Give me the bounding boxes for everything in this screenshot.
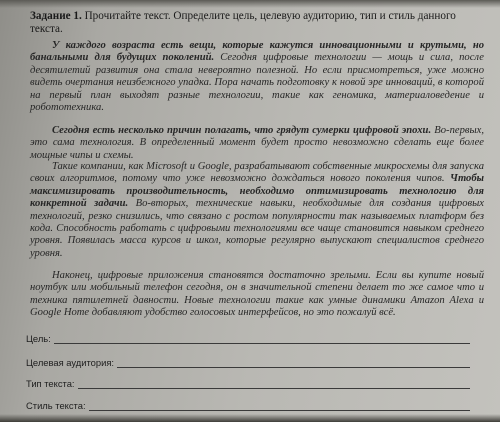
goal-label: Цель: bbox=[26, 333, 51, 344]
audience-label: Целевая аудитория: bbox=[26, 357, 115, 368]
paragraph-3 bbox=[30, 161, 484, 260]
text-style-answer-field[interactable] bbox=[26, 400, 470, 411]
task-instruction: Прочитайте текст. Определите цель, целевую аудиторию, тип и стиль данного текста. bbox=[30, 10, 456, 35]
text-type-label: Тип текста: bbox=[26, 378, 75, 389]
paragraph-3-text-rest: Во-вторых, технические навыки, необходимые для создания цифровых технологий, резко снизились, что связано с ростом популярности так называемых платформ без кода. Способность работать с цифровыми технологиями все чаще становится навыком среднего уровня. Появилась масса курсов и школ, которые регулярно выпускают специалистов среднего уровня. bbox=[30, 198, 484, 259]
paragraph-1-bold: У каждого возраста есть вещи, которые кажутся инновационными и крутыми, но банальными для будущих поколений. bbox=[30, 40, 484, 64]
paragraph-2 bbox=[30, 125, 484, 162]
text-type-answer-line[interactable] bbox=[78, 380, 470, 389]
page-bottom-shadow bbox=[0, 414, 500, 422]
paragraph-3-bold: Чтобы максимизировать производительность, необходимо оптимизировать технологию для конкретной задачи. bbox=[30, 173, 484, 210]
text-style-answer-line[interactable] bbox=[89, 402, 470, 411]
paragraph-2-bold: Сегодня есть несколько причин полагать, что грядут сумерки цифровой эпохи. bbox=[52, 125, 432, 136]
task-heading bbox=[30, 10, 482, 35]
audience-answer-field[interactable] bbox=[26, 357, 470, 368]
text-style-label: Стиль текста: bbox=[26, 400, 86, 411]
paragraph-4-text: Наконец, цифровые приложения становятся достаточно зрелыми. Если вы купите новый ноутбук или мобильный телефон сегодня, он в значительной степени делает то же самое что и техника пятилетней давности. Новые технологии такие как умные динамики Amazon Alexa и Google Home добавляют удобство голосовых интерфейсов, но это пожалуй всё. bbox=[30, 270, 484, 319]
audience-answer-line[interactable] bbox=[117, 359, 470, 368]
page-top-shadow bbox=[0, 0, 500, 8]
paragraph-3-text-start: Такие компании, как Microsoft и Google, разрабатывают собственные микросхемы для запуска своих алгоритмов, потому что уже невозможно дождаться нового поколения чипов. bbox=[30, 161, 484, 185]
paragraph-1-text: Сегодня цифровые технологии — мощь и сила, после десятилетий развития она стала невероятно полезной. Но если присмотреться, уже можно видеть очертания неизбежного упадка. Пора начать подготовку к новой эре инноваций, в которой на первый план выходят разные технологии, такие как геномика, материаловедение и робототехника. bbox=[30, 52, 484, 114]
task-number: Задание 1. bbox=[30, 10, 82, 22]
text-type-answer-field[interactable] bbox=[26, 378, 470, 389]
paragraph-4 bbox=[30, 270, 484, 320]
paragraph-2-text: Во-первых, это сама технология. В определенный момент будет просто невозможно сделать еще более мощные чипы и схемы. bbox=[30, 125, 484, 161]
goal-answer-field[interactable] bbox=[26, 333, 470, 344]
paragraph-1 bbox=[30, 40, 484, 114]
goal-answer-line[interactable] bbox=[54, 335, 470, 344]
